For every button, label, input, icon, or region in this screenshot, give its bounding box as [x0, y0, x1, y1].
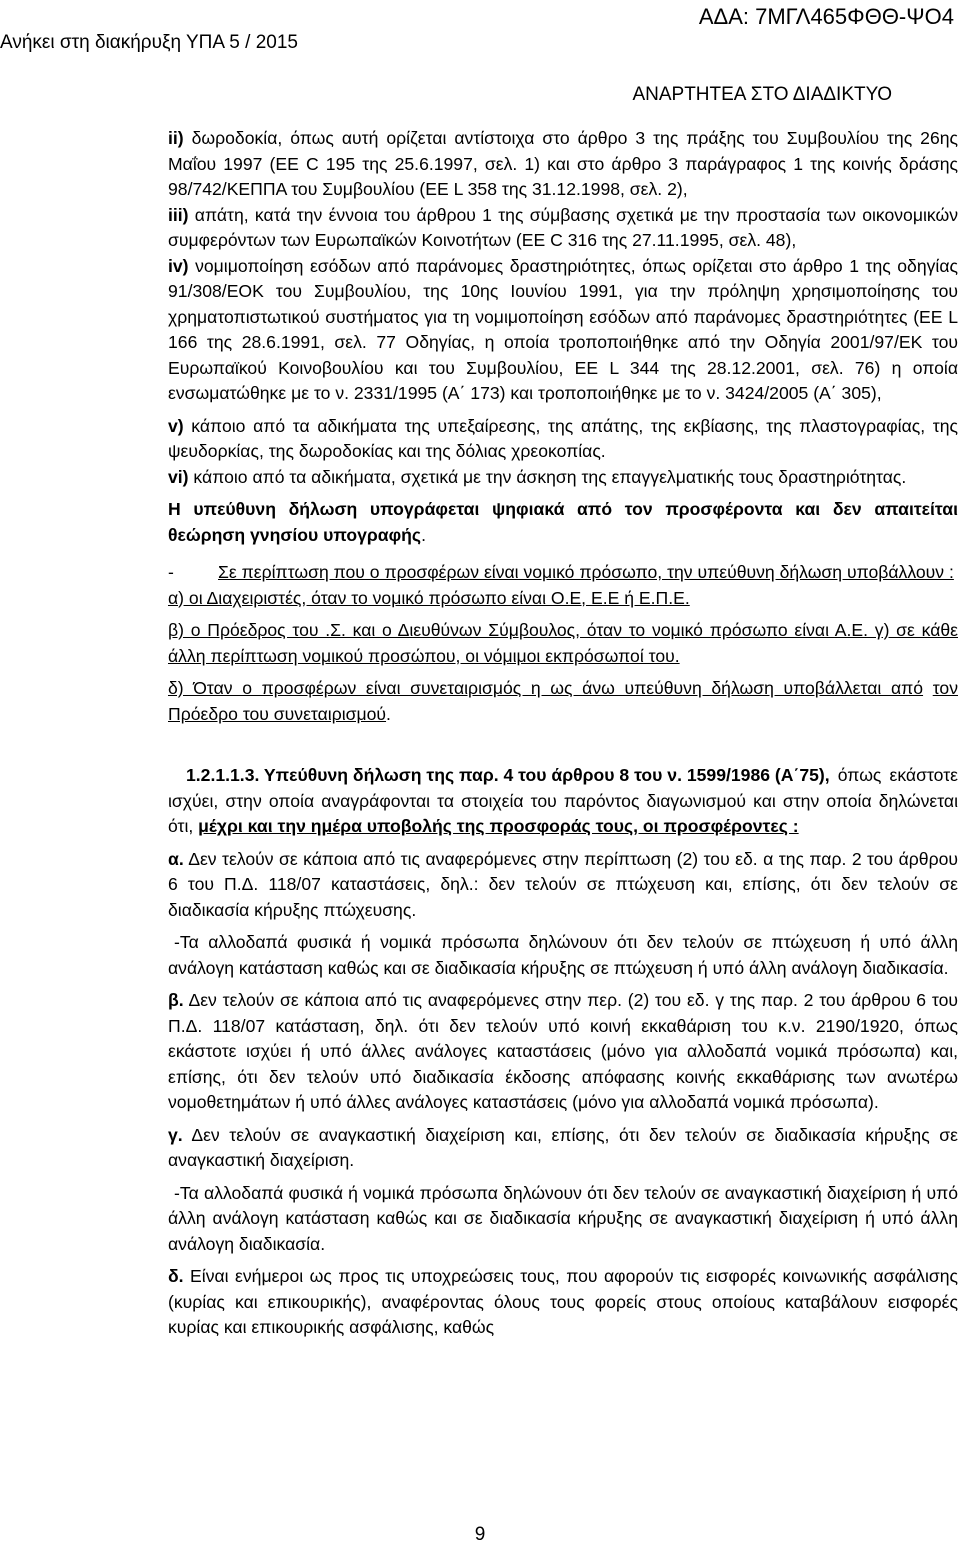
point-label: β. — [168, 990, 184, 1010]
point-text: Είναι ενήμεροι ως προς τις υποχρεώσεις τους, που αφορούν τις εισφορές κοινωνικής ασφάλισης (κυρίας και επικουρικής), αναφέροντας όλους τους φορείς στους οποίους καταβάλουν εισφορές κυρίας και επικουρικής ασφάλισης, καθώς — [168, 1266, 958, 1337]
item-iii — [168, 203, 958, 254]
legal-entity-a — [168, 586, 958, 612]
item-text: κάποιο από τα αδικήματα, σχετικά με την άσκηση της επαγγελματικής τους δραστηριότητας. — [188, 466, 907, 487]
legal-entity-d-part1: δ) Όταν ο προσφέρων είναι συνεταιρισμός η ως άνω υπεύθυνη δήλωση υποβάλλεται από — [168, 678, 924, 698]
signature-note — [168, 497, 958, 548]
point-label: γ. — [168, 1124, 183, 1145]
publication-notice: ΑΝΑΡΤΗΤΕΑ ΣΤΟ ΔΙΑΔΙΚΤΥΟ — [632, 84, 892, 105]
point-text: Δεν τελούν σε κάποια από τις αναφερόμενες στην περίπτωση (2) του εδ. α της παρ. 2 του άρθρου 6 του Π.Δ. 118/07 καταστάσεις, δηλ.: δεν τελούν σε πτώχευση και, επίσης, ότι δεν τελούν σε διαδικασία κήρυξης πτώχευσης. — [168, 848, 958, 920]
point-foreign-text: -Τα αλλοδαπά φυσικά ή νομικά πρόσωπα δηλώνουν ότι δεν τελούν σε πτώχευση ή υπό άλλη ανάλογη κατάσταση καθώς και σε διαδικασία κήρυξης σε πτώχευση ή υπό άλλη ανάλογη διαδικασία. — [168, 932, 958, 978]
point-b — [168, 988, 958, 1116]
item-text: δωροδοκία, όπως αυτή ορίζεται αντίστοιχα στο άρθρο 3 της πράξης του Συμβουλίου της 26ης Μαΐου 1997 (ΕΕ C 195 της 25.6.1997, σελ. 1) και στο άρθρο 3 παράγραφος 1 της κοινής δράσης 98/742/ΚΕΠΠΑ του Συμβουλίου (ΕΕ L 358 της 31.12.1998, σελ. 2), — [168, 128, 958, 199]
list-dash: - — [168, 562, 174, 582]
point-label: δ. — [168, 1266, 184, 1286]
point-label: α. — [168, 848, 184, 869]
point-text: Δεν τελούν σε κάποια από τις αναφερόμενες στην περ. (2) του εδ. γ της παρ. 2 του άρθρου 6 του Π.Δ. 118/07 κατάσταση, δηλ. ότι δεν τελούν υπό κοινή εκκαθάριση του κ.ν. 2190/1920, όπως εκάστοτε ισχύει ή υπό άλλες ανάλογες καταστάσεις (μόνο για αλλοδαπά νομικά πρόσωπα) και, επίσης, ότι δεν τελούν υπό διαδικασία έκδοσης απόφασης κοινής εκκαθάρισης των ανωτέρω νομοθετημάτων ή υπό άλλες ανάλογες καταστάσεις (μόνο για αλλοδαπά νομικά πρόσωπα). — [168, 990, 958, 1112]
item-text: νομιμοποίηση εσόδων από παράνομες δραστηριότητες, όπως ορίζεται στο άρθρο 1 της οδηγίας 91/308/ΕΟΚ του Συμβουλίου, της 10ης Ιουνίου 1991, για την πρόληψη χρησιμοποίησης του χρηματοπιστωτικού συστήματος για τη νομιμοποίηση εσόδων από παράνομες δραστηριότητες (ΕΕ L 166 της 28.6.1991, σελ. 77 Οδηγίας, η οποία τροποποιήθηκε από την Οδηγία 2001/97/ΕΚ του Ευρωπαϊκού Κοινοβουλίου και του Συμβουλίου, ΕΕ L 344 της 28.12.2001, σελ. 76) η οποία ενσωματώθηκε με το ν. 2331/1995 (Α΄ 173) και τροποποιήθηκε με το ν. 3424/2005 (Α΄ 305), — [168, 255, 958, 403]
legal-entity-b — [168, 618, 958, 669]
item-number: iii) — [168, 204, 189, 225]
item-number: iv) — [168, 255, 189, 276]
point-text: Δεν τελούν σε αναγκαστική διαχείριση και, επίσης, ότι δεν τελούν σε διαδικασία κήρυξης σε αναγκαστική διαχείριση. — [168, 1124, 958, 1170]
legal-entity-b-text: β) ο Πρόεδρος του .Σ. και ο Διευθύνων Σύμβουλος, όταν το νομικό πρόσωπο είναι Α.Ε. γ) σε κάθε άλλη περίπτωση νομικού προσώπου, οι νόμιμοι εκπρόσωποί του. — [168, 620, 958, 666]
page-number: 9 — [474, 1524, 486, 1545]
item-v — [168, 414, 958, 465]
signature-note-end: . — [421, 524, 426, 545]
point-c-foreign — [168, 1181, 958, 1258]
item-number: v) — [168, 415, 184, 436]
point-a-foreign — [168, 930, 958, 981]
item-text: απάτη, κατά την έννοια του άρθρου 1 της σύμβασης σχετικά με την προστασία των οικονομικών συμφερόντων των Ευρωπαϊκών Κοινοτήτων (ΕΕ C 316 της 27.11.1995, σελ. 48), — [168, 204, 958, 250]
section-heading-underlined: μέχρι και την ημέρα υποβολής της προσφοράς τους, οι προσφέροντες : — [198, 816, 799, 836]
legal-entity-intro — [168, 560, 958, 586]
document-body — [168, 126, 958, 1341]
legal-entity-a-text: α) οι Διαχειριστές, όταν το νομικό πρόσωπο είναι Ο.Ε, Ε.Ε ή Ε.Π.Ε. — [168, 587, 690, 608]
item-ii — [168, 126, 958, 203]
section-heading-text: όπως εκάστοτε ισχύει, στην οποία αναγράφονται τα στοιχεία του παρόντος διαγωνισμού και στην οποία δηλώνεται ότι, — [168, 765, 958, 836]
signature-note-text: Η υπεύθυνη δήλωση υπογράφεται ψηφιακά από τον προσφέροντα και δεν απαιτείται θεώρηση γνησίου υπογραφής — [168, 499, 958, 545]
point-foreign-text: -Τα αλλοδαπά φυσικά ή νομικά πρόσωπα δηλώνουν ότι δεν τελούν σε αναγκαστική διαχείριση ή υπό άλλη ανάλογη κατάσταση καθώς και σε διαδικασία κήρυξης σε αναγκαστική διαχείριση ή υπό άλλη ανάλογη διαδικασία. — [168, 1182, 958, 1254]
point-c — [168, 1123, 958, 1174]
legal-entity-d-end: . — [386, 703, 391, 724]
section-heading-bold: 1.2.1.1.3. Υπεύθυνη δήλωση της παρ. 4 του άρθρου 8 του ν. 1599/1986 (Α΄75), — [186, 765, 830, 785]
legal-entity-d-part2: τον Πρόεδρο του συνεταιρισμού — [168, 678, 958, 724]
legal-entity-d — [168, 676, 958, 727]
legal-entity-intro-text: Σε περίπτωση που ο προσφέρων είναι νομικό πρόσωπο, την υπεύθυνη δήλωση υποβάλλουν : — [218, 562, 954, 582]
document-reference: Ανήκει στη διακήρυξη ΥΠΑ 5 / 2015 — [0, 32, 298, 53]
item-number: ii) — [168, 128, 184, 148]
ada-code: ΑΔΑ: 7ΜΓΛ465ΦΘΘ-ΨΟ4 — [698, 4, 954, 29]
item-number: vi) — [168, 466, 189, 487]
legal-entity-d-space — [923, 678, 933, 698]
point-d — [168, 1264, 958, 1341]
point-a — [168, 847, 958, 924]
section-heading — [168, 763, 958, 840]
item-text: κάποιο από τα αδικήματα της υπεξαίρεσης, της απάτης, της εκβίασης, της πλαστογραφίας, της ψευδορκίας, της δωροδοκίας και της δόλιας χρεοκοπίας. — [168, 415, 958, 461]
item-vi — [168, 465, 958, 491]
item-iv — [168, 254, 958, 407]
